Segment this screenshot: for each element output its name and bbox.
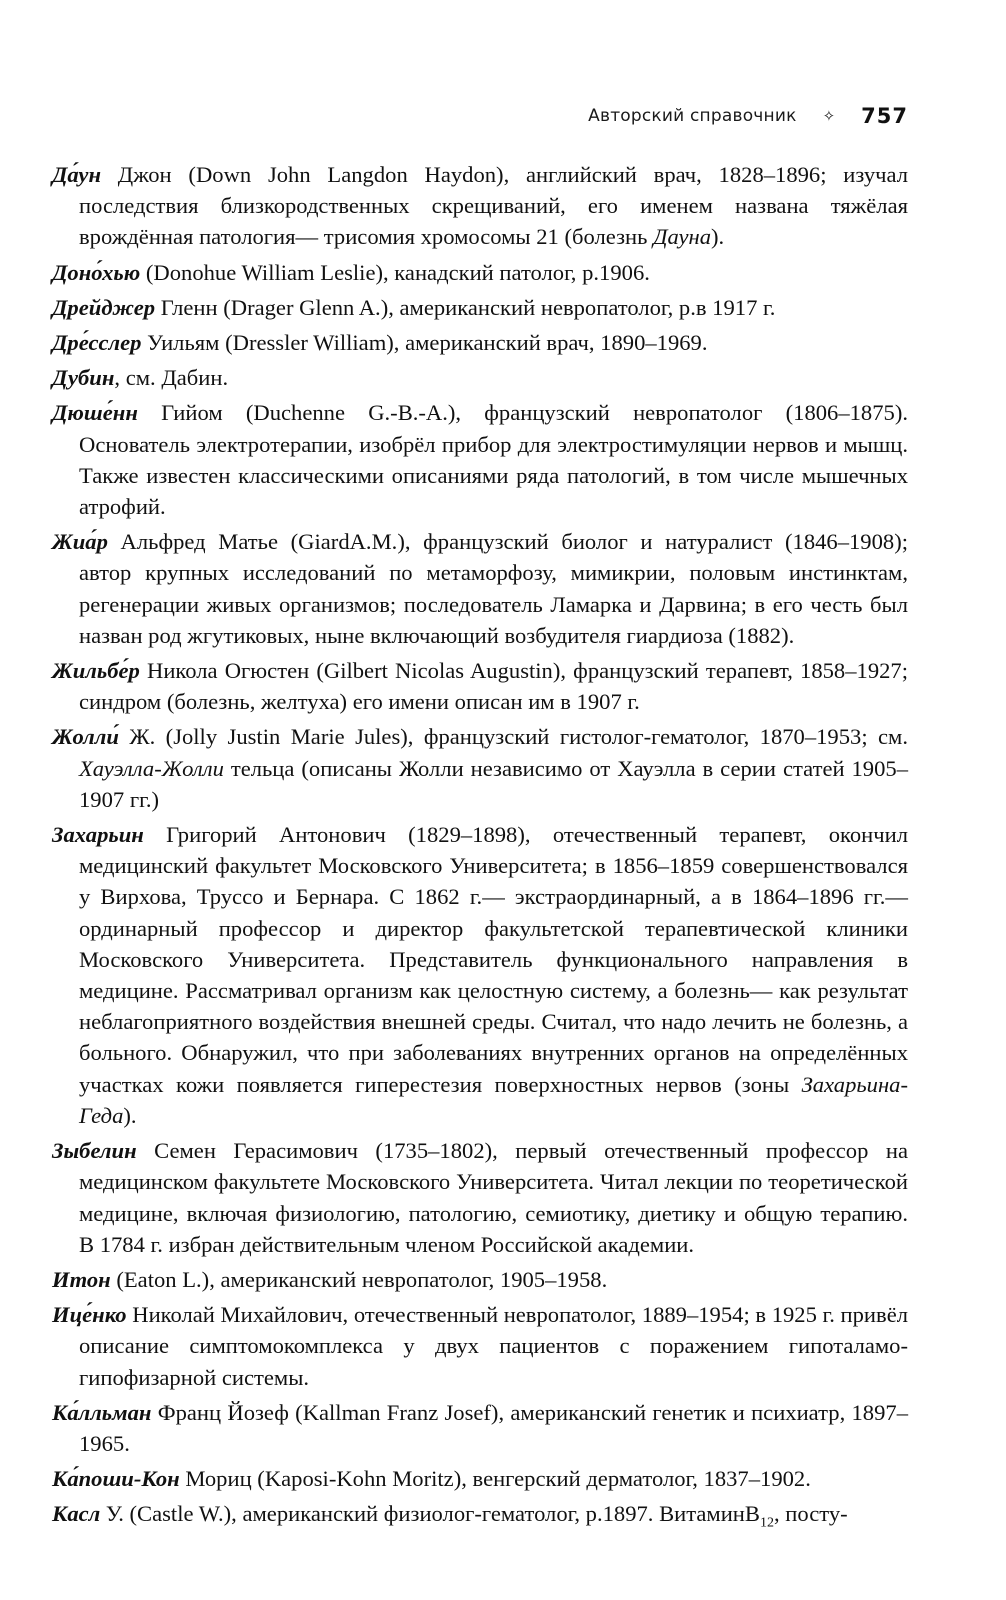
entry-text: Уильям (Dressler William), американский врач, 1890–1969.	[141, 330, 708, 356]
dictionary-entry	[52, 1264, 908, 1295]
entry-text: Семен Герасимович (1735–1802), первый отечественный профессор на медицинском факультете Московского Университета. Читал лекции по теоретической медицине, включая физиологию, патологию, семиотику, диетику и общую терапию. В 1784 г. избран действительным членом Российской академии.	[79, 1138, 908, 1257]
entry-headword: Дюше́нн	[52, 400, 138, 426]
dictionary-entry	[52, 327, 908, 358]
entry-text: ).	[711, 224, 725, 250]
entry-headword: Жолли́	[52, 724, 119, 750]
entry-headword: Дре́сслер	[52, 330, 142, 356]
dictionary-entry	[52, 1299, 908, 1393]
dictionary-entry	[52, 1498, 908, 1529]
entry-text: Джон (Down John Langdon Haydon), английский врач, 1828–1896; изучал последствия близкородственных скрещиваний, его именем названа тяжёлая врождённая патология— трисомия хромосомы 21 (болезнь	[79, 162, 908, 250]
entry-headword: Ка́поши-Кон	[52, 1466, 180, 1492]
dictionary-entry	[52, 362, 908, 393]
entry-headword: Дубин	[52, 365, 115, 391]
entry-subscript: 12	[759, 1515, 774, 1531]
entry-text: У. (Castle W.), американский физиолог-гематолог, р.1897. ВитаминB	[100, 1501, 760, 1527]
dictionary-entry	[52, 721, 908, 815]
entry-text: , см. Дабин.	[114, 365, 229, 391]
entry-italic-term: Захарьина-Геда	[79, 1071, 908, 1128]
entry-italic-term: Дауна	[653, 224, 711, 250]
dictionary-entry	[52, 655, 908, 717]
dictionary-entry	[52, 159, 908, 253]
entry-text: Никола Огюстен (Gilbert Nicolas Augustin), французский терапевт, 1858–1927; синдром (болезнь, желтуха) его имени описан им в 1907 г.	[79, 658, 908, 715]
entry-headword: Жильбе́р	[52, 658, 140, 684]
entry-text: ).	[123, 1102, 137, 1128]
dictionary-entries	[52, 159, 908, 1530]
dictionary-entry	[52, 292, 908, 323]
dictionary-entry	[52, 1463, 908, 1494]
running-title: Авторский справочник	[588, 106, 797, 126]
entry-headword: Доно́хью	[52, 259, 141, 285]
entry-headword: Да́ун	[52, 162, 102, 187]
dictionary-entry	[52, 257, 908, 288]
entry-headword: Касл	[52, 1501, 101, 1527]
entry-text: (Donohue William Leslie), канадский патолог, р.1906.	[140, 259, 650, 285]
entry-text: тельца (описаны Жолли независимо от Хауэлла в серии статей 1905–1907 гг.)	[79, 755, 908, 812]
entry-text: (Eaton L.), американский невропатолог, 1905–1958.	[110, 1266, 608, 1292]
entry-headword: Дрейджер	[52, 294, 156, 320]
diamond-ornament-icon: ✧	[822, 107, 836, 125]
entry-text: Ж. (Jolly Justin Marie Jules), французский гистолог-гематолог, 1870–1953; см.	[118, 724, 908, 750]
entry-headword: Ице́нко	[52, 1302, 127, 1328]
entry-headword: Захарьин	[52, 822, 144, 848]
entry-headword: Ка́лльман	[52, 1399, 152, 1425]
entry-headword: Жиа́р	[52, 529, 108, 555]
entry-text: Гийом (Duchenne G.-B.-A.), французский невропатолог (1806–1875). Основатель электротерапии, изобрёл прибор для электростимуляции нервов и мышц. Также известен классическими описаниями ряда патологий, в том числе мышечных атрофий.	[79, 400, 908, 520]
dictionary-entry	[52, 819, 908, 1131]
dictionary-entry	[52, 526, 908, 651]
entry-headword: Зыбелин	[52, 1138, 137, 1164]
entry-text: , посту-	[773, 1501, 848, 1527]
entry-italic-term: Хауэлла-Жолли	[79, 755, 224, 781]
dictionary-entry	[52, 1135, 908, 1260]
entry-text: Альфред Матье (GiardA.M.), французский биолог и натуралист (1846–1908); автор крупных исследований по метаморфозу, мимикрии, половым инстинктам, регенерации живых организмов; последователь Ламарка и Дарвина; в его честь был назван род жгутиковых, ныне включающий возбудителя гиардиоза (1882).	[79, 529, 908, 648]
page-number: 757	[861, 104, 908, 128]
entry-text: Мориц (Kaposi-Kohn Moritz), венгерский дерматолог, 1837–1902.	[179, 1466, 811, 1492]
entry-text: Франц Йозеф (Kallman Franz Josef), американский генетик и психиатр, 1897–1965.	[79, 1399, 908, 1456]
dictionary-entry	[52, 1397, 908, 1459]
entry-text: Григорий Антонович (1829–1898), отечественный терапевт, окончил медицинский факультет Московского Университета; в 1856–1859 совершенствовался у Вирхова, Труссо и Бернара. С 1862 г.— экстраординарный, а в 1864–1896 гг.— ординарный профессор и директор факультетской терапевтической клиники Московского Университета. Представитель функционального направления в медицине. Рассматривал организм как целостную систему, а болезнь— как результат неблагоприятного воздействия внешней среды. Считал, что надо лечить не болезнь, а больного. Обнаружил, что при заболеваниях внутренних органов на определённых участках кожи появляется гиперестезия поверхностных нервов (зоны	[79, 822, 908, 1097]
entry-text: Гленн (Drager Glenn A.), американский невропатолог, р.в 1917 г.	[155, 294, 776, 320]
entry-headword: Итон	[52, 1266, 111, 1292]
entry-text: Николай Михайлович, отечественный невропатолог, 1889–1954; в 1925 г. привёл описание симптомокомплекса у двух пациентов с поражением гипоталамо-гипофизарной системы.	[79, 1302, 908, 1390]
dictionary-entry	[52, 397, 908, 522]
running-head	[0, 100, 908, 132]
